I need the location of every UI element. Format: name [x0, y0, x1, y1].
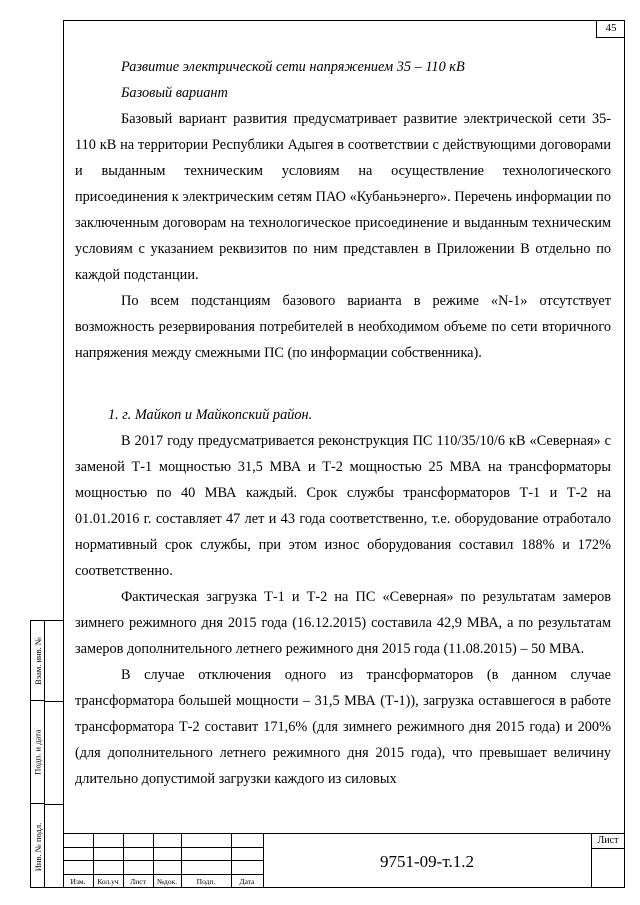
label-change: Изм. — [70, 877, 86, 886]
variant-heading: Базовый вариант — [121, 85, 228, 101]
paragraph-reconstruction: В 2017 году предусматривается реконструкция ПС 110/35/10/6 кВ «Северная» с заменой Т-1 мощностью 31,5 МВА и Т-2 мощностью 25 МВА на трансформаторы мощностью по 40 МВА каждый. Срок службы трансформаторов Т-1 и Т-2 на 01.01.2016 г. составляет 47 лет и 43 года соответственно, т.е. оборудование отработало нормативный срок службы, при этом износ оборудования составил 188% и 172% соответственно. — [75, 433, 611, 579]
title-block — [63, 833, 625, 888]
document-code: 9751-09-т.1.2 — [380, 852, 474, 871]
section-heading: Развитие электрической сети напряжением 35 – 110 кВ — [121, 59, 465, 75]
label-quantity: Кол.уч — [97, 877, 119, 886]
page-number: 45 — [596, 20, 625, 38]
sheet-label: Лист — [597, 835, 619, 846]
label-date: Дата — [239, 877, 255, 886]
paragraph-n1-mode: По всем подстанциям базового варианта в режиме «N-1» отсутствует возможность резервирования потребителей в необходимом объеме по сети вторичного напряжения между смежными ПС (по информации собственника). — [75, 293, 611, 361]
stamp-replaced-inventory: Взам. инв. № — [31, 621, 45, 701]
stamp-original-inventory: Инв. № подл. — [33, 822, 43, 871]
label-doc-number: №док. — [156, 877, 178, 886]
city-heading: 1. г. Майкоп и Майкопский район. — [108, 407, 313, 423]
label-signature: Подп. — [196, 877, 216, 886]
paragraph-base-variant: Базовый вариант развития предусматривает развитие электрической сети 35-110 кВ на территории Республики Адыгея в соответствии с действующими договорами и выданным техническим условиям на осуществление технологического присоединения к электрическим сетям ПАО «Кубаньэнерго». Перечень информации по заключенным договорам на технологическое присоединение и выданным техническим условиям с указанием реквизитов по ним представлен в Приложении В отдельно по каждой подстанции. — [75, 111, 611, 283]
paragraph-actual-load: Фактическая загрузка Т-1 и Т-2 на ПС «Северная» по результатам замеров зимнего режимного дня 2015 года (16.12.2015) составила 42,9 МВА, а по результатам замеров дополнительного летнего режимного дня 2015 года (11.08.2015) – 50 МВА. — [75, 589, 611, 657]
label-sheet: Лист — [130, 877, 146, 886]
document-body — [75, 54, 611, 792]
side-stamp — [30, 620, 63, 888]
paragraph-transformer-outage: В случае отключения одного из трансформаторов (в данном случае трансформатора большей мощности – 31,5 МВА (Т-1)), загрузка оставшегося в работе трансформатора Т-2 составит 171,6% (для зимнего режимного дня 2015 года) и 200% (для дополнительного летнего режимного дня 2015 года), что превышает величину длительно допустимой загрузки каждого из силовых — [75, 667, 611, 787]
stamp-signature-date: Подп. и дата — [31, 701, 45, 804]
